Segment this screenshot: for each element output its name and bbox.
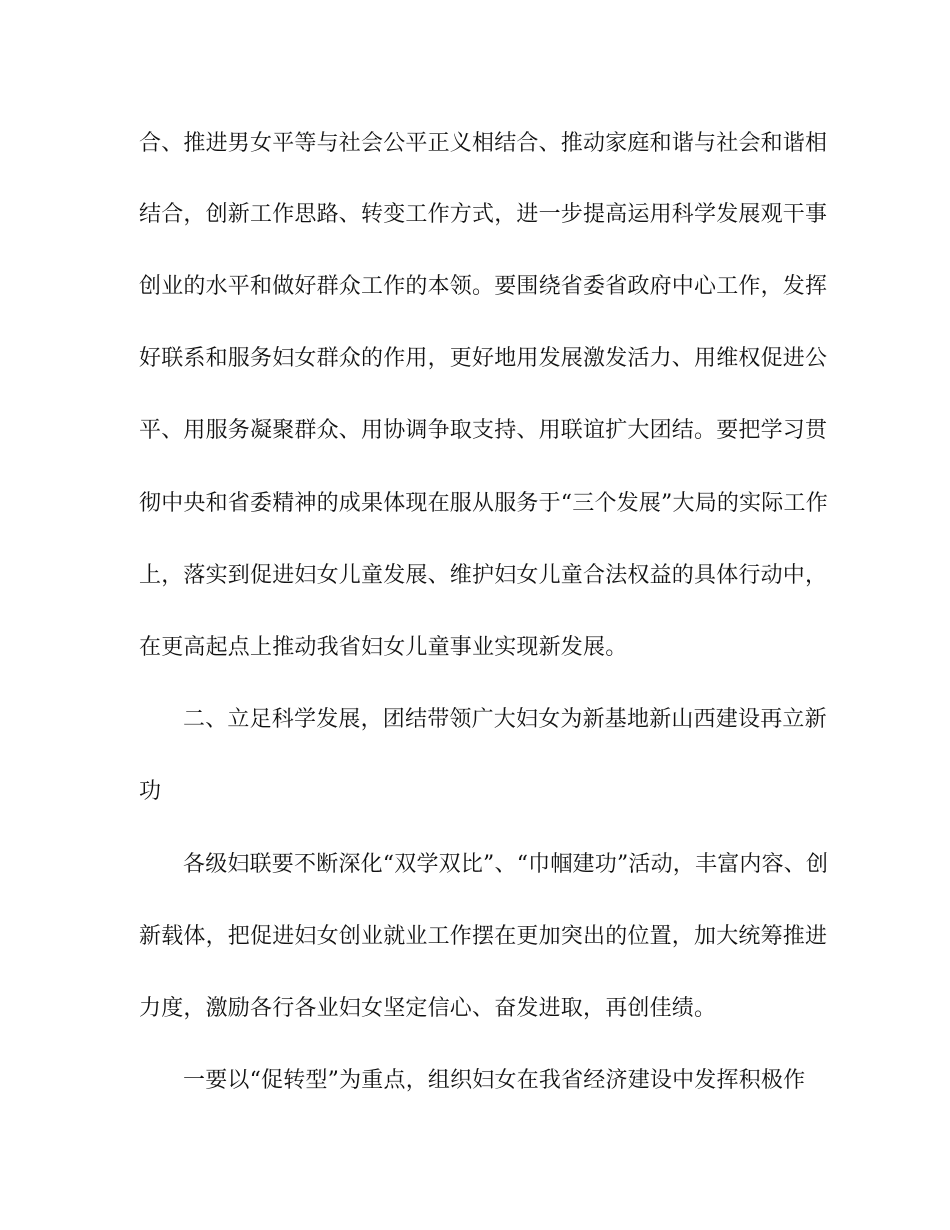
text-line: 各级妇联要不断深化“双学双比”、“巾帼建功”活动，丰富内容、创: [183, 852, 829, 877]
text-line: 力度，激励各行各业妇女坚定信心、奋发进取，再创佳绩。: [139, 996, 717, 1021]
text-line: 在更高起点上推动我省妇女儿童事业实现新发展。: [139, 635, 628, 660]
text-line: 彻中央和省委精神的成果体现在服从服务于“三个发展”大局的实际工作: [139, 491, 828, 516]
text-line: 结合，创新工作思路、转变工作方式，进一步提高运用科学发展观干事: [139, 202, 828, 227]
text-line: 创业的水平和做好群众工作的本领。要围绕省委省政府中心工作，发挥: [139, 274, 828, 299]
section-heading-line: 二、立足科学发展，团结带领广大妇女为新基地新山西建设再立新: [183, 707, 827, 732]
text-line: 平、用服务凝聚群众、用协调争取支持、用联谊扩大团结。要把学习贯: [139, 418, 828, 443]
text-line: 一要以“促转型”为重点，组织妇女在我省经济建设中发挥积极作: [183, 1068, 806, 1093]
text-line: 合、推进男女平等与社会公平正义相结合、推动家庭和谐与社会和谐相: [139, 131, 828, 156]
text-line: 上，落实到促进妇女儿童发展、维护妇女儿童合法权益的具体行动中，: [139, 563, 828, 588]
text-line: 好联系和服务妇女群众的作用，更好地用发展激发活力、用维权促进公: [139, 346, 828, 371]
text-line: 新载体，把促进妇女创业就业工作摆在更加突出的位置，加大统筹推进: [139, 924, 828, 949]
section-heading-line: 功: [139, 779, 162, 804]
